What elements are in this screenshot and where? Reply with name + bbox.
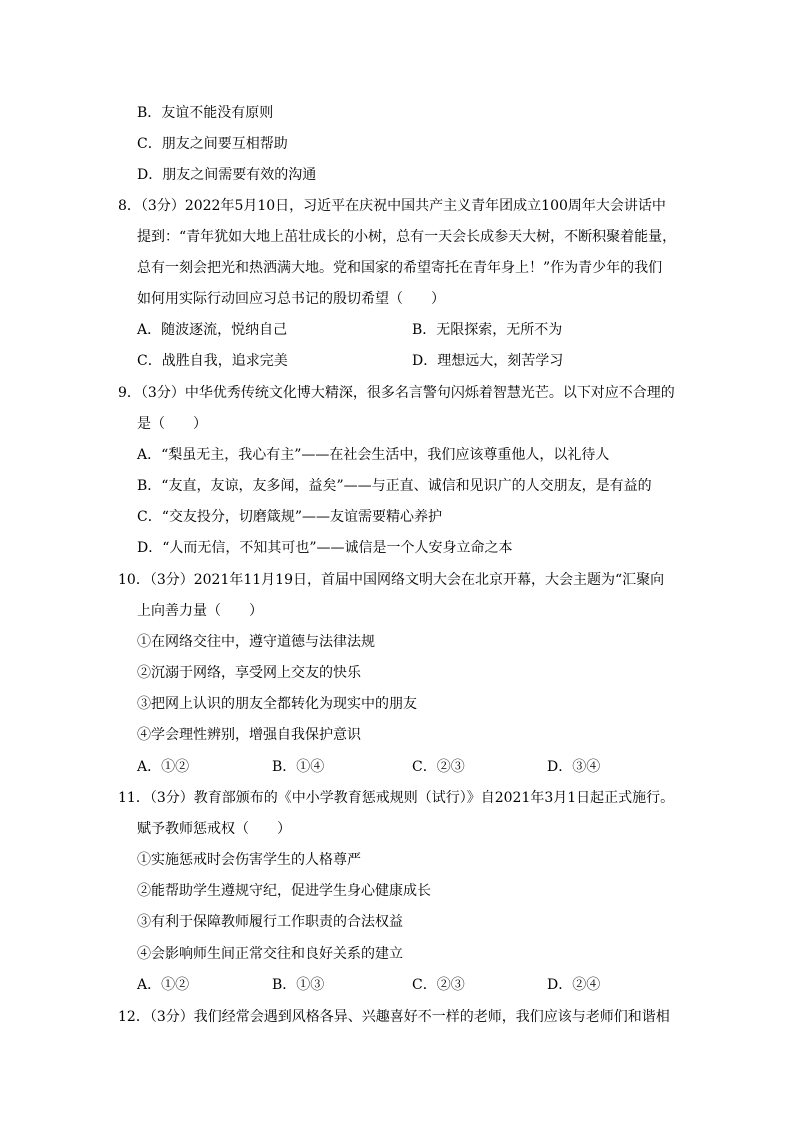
q10-option-b: B．①④ [272,759,325,775]
q10-statement-3: ③把网上认识的朋友全都转化为现实中的朋友 [137,696,417,712]
q7-option-d: D．朋友之间需要有效的沟通 [137,167,317,183]
q10-option-d: D．③④ [547,759,601,775]
q10-statement-1: ①在网络交往中，遵守道德与法律法规 [137,634,375,650]
q7-option-b: B．友谊不能没有原则 [137,105,274,121]
q7-option-c: C．朋友之间要互相帮助 [137,136,288,152]
q11-statement-2: ②能帮助学生遵规守纪，促进学生身心健康成长 [137,883,431,899]
q10-stem-line-2: 上向善力量（ ） [137,603,263,619]
q10-statement-4: ④学会理性辨别，增强自我保护意识 [137,727,361,743]
q9-option-b: B．“友直，友谅，友多闻，益矣”——与正直、诚信和见识广的人交朋友，是有益的 [137,478,652,494]
q11-stem-line-2: 赋予教师惩戒权（ ） [137,821,291,837]
q8-stem-line-4: 如何用实际行动回应习总书记的殷切希望（ ） [137,291,445,307]
q11-option-c: C．②③ [412,977,465,993]
q9-option-d: D．“人而无信，不知其可也”——诚信是一个人安身立命之本 [137,540,513,556]
q10-option-a: A．①② [137,759,190,775]
q11-option-d: D．②④ [547,977,601,993]
q10-option-c: C．②③ [412,759,465,775]
q12-stem-line-1: 12．（3分）我们经常会遇到风格各异、兴趣喜好不一样的老师，我们应该与老师们和谐相 [118,1009,670,1025]
q11-option-a: A．①② [137,977,190,993]
q9-option-c: C．“交友投分，切磨箴规”——友谊需要精心养护 [137,509,443,525]
q10-stem-line-1: 10．（3分）2021年11月19日，首届中国网络文明大会在北京开幕，大会主题为“汇聚向 [118,572,665,588]
q9-stem-line-1: 9．（3分）中华优秀传统文化博大精深，很多名言警句闪烁着智慧光芒。以下对应不合理的 [118,385,675,401]
q11-statement-3: ③有利于保障教师履行工作职责的合法权益 [137,914,403,930]
q8-stem-line-1: 8．（3分）2022年5月10日，习近平在庆祝中国共产主义青年团成立100周年大会讲话中 [118,198,666,214]
q11-statement-1: ①实施惩戒时会伤害学生的人格尊严 [137,852,361,868]
q8-stem-line-2: 提到：“青年犹如大地上茁壮成长的小树，总有一天会长成参天大树，不断积聚着能量， [137,229,677,245]
q8-option-a: A．随波逐流，悦纳自己 [137,322,288,338]
q8-option-c: C．战胜自我，追求完美 [137,353,288,369]
q11-stem-line-1: 11．（3分）教育部颁布的《中小学教育惩戒规则（试行）》自2021年3月1日起正式施行。 [118,790,675,806]
q11-option-b: B．①③ [272,977,325,993]
q9-option-a: A．“梨虽无主，我心有主”——在社会生活中，我们应该尊重他人，以礼待人 [137,447,610,463]
q8-option-d: D．理想远大，刻苦学习 [412,353,564,369]
q11-statement-4: ④会影响师生间正常交往和良好关系的建立 [137,946,403,962]
q8-option-b: B．无限探索，无所不为 [412,322,563,338]
q8-stem-line-3: 总有一刻会把光和热洒满大地。党和国家的希望寄托在青年身上！”作为青少年的我们 [137,260,663,276]
q10-statement-2: ②沉溺于网络，享受网上交友的快乐 [137,665,361,681]
q9-stem-line-2: 是（ ） [137,416,207,432]
